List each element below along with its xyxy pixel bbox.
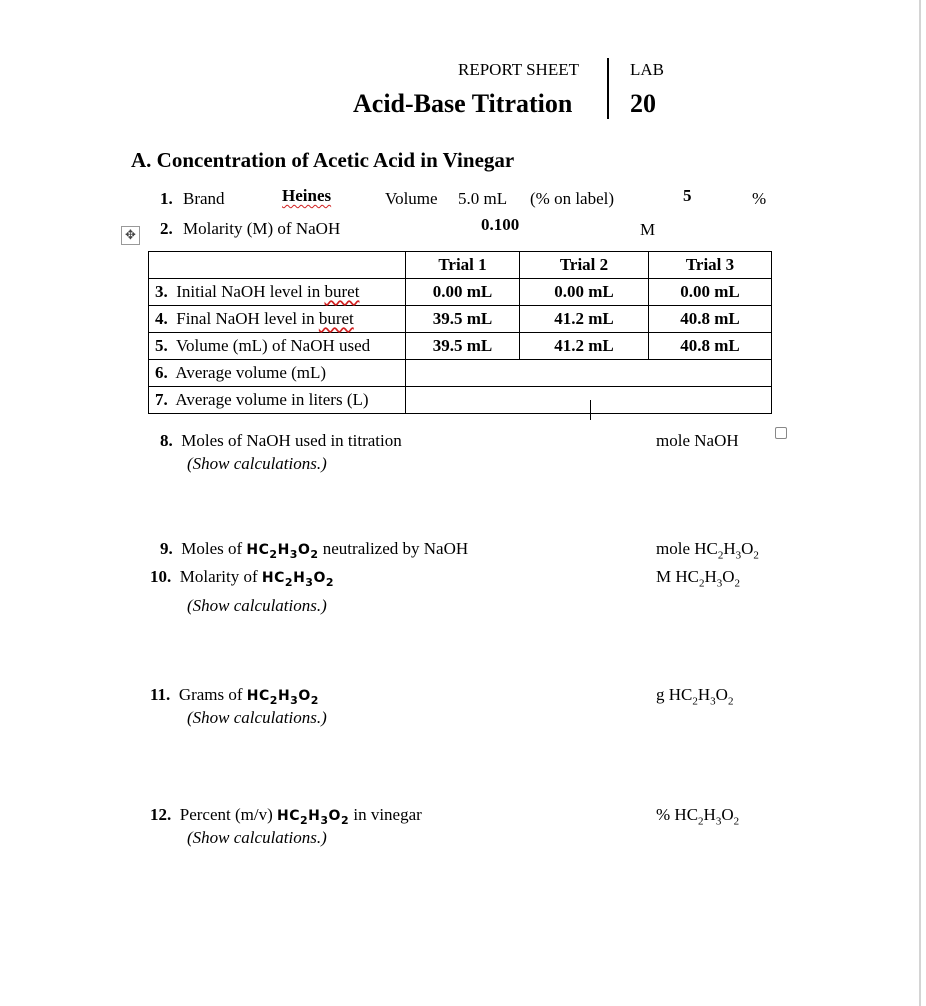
row-label: 4. Final NaOH level in buret	[149, 306, 406, 333]
brand-label: Brand	[183, 189, 225, 208]
q10-row: 10. Molarity of $HC_2H_3O_2$	[150, 567, 334, 589]
header-trial-2: Trial 2	[520, 252, 649, 279]
lab-label: LAB	[630, 60, 664, 79]
header-trial-1: Trial 1	[406, 252, 520, 279]
cell-trial-2[interactable]: 0.00 mL	[520, 279, 649, 306]
q11-row: 11. Grams of $HC_2H_3O_2$	[150, 685, 319, 707]
cell-trial-3[interactable]: 40.8 mL	[649, 333, 772, 360]
formula: $HC_2H_3O_2$	[261, 570, 334, 589]
item-num: 1.	[160, 189, 173, 208]
cell-trial-2[interactable]: 41.2 mL	[520, 333, 649, 360]
average-volume-cell[interactable]	[406, 360, 772, 387]
q8-calc-note: (Show calculations.)	[187, 454, 327, 473]
q12-row: 12. Percent (m/v) $HC_2H_3O_2$ in vinegar	[150, 805, 422, 827]
brand-value[interactable]: Heines	[282, 186, 332, 205]
item-1-row	[160, 189, 225, 209]
percent-value[interactable]: 5	[683, 186, 692, 205]
cell-trial-3[interactable]: 40.8 mL	[649, 306, 772, 333]
q8-row: 8. Moles of NaOH used in titration	[160, 431, 402, 450]
formula: $HC_2H_3O_2$	[246, 688, 319, 707]
cell-trial-3[interactable]: 0.00 mL	[649, 279, 772, 306]
q8-unit: mole NaOH	[656, 431, 739, 450]
item-2-row	[160, 219, 340, 239]
molarity-unit: M	[640, 220, 656, 239]
header-trial-3: Trial 3	[649, 252, 772, 279]
table-row	[149, 387, 772, 414]
section-a-title: A. Concentration of Acetic Acid in Vinegar	[131, 148, 515, 172]
formula: $HC_2H_3O_2$	[246, 542, 319, 561]
table-resize-icon[interactable]	[775, 427, 787, 439]
cell-trial-1[interactable]: 39.5 mL	[406, 333, 520, 360]
row-label: 5. Volume (mL) of NaOH used	[149, 333, 406, 360]
table-row	[149, 306, 772, 333]
row-label: 3. Initial NaOH level in buret	[149, 279, 406, 306]
q9-row: 9. Moles of $HC_2H_3O_2$ neutralized by NaOH	[160, 539, 469, 561]
q12-calc-note: (Show calculations.)	[187, 828, 327, 847]
cell-trial-2[interactable]: 41.2 mL	[520, 306, 649, 333]
cell-trial-1[interactable]: 0.00 mL	[406, 279, 520, 306]
q9-unit: mole $HC_2H_3O_2$	[656, 539, 759, 562]
q11-calc-note: (Show calculations.)	[187, 708, 327, 727]
table-move-icon[interactable]: ✥	[121, 226, 140, 245]
row-label: 6. Average volume (mL)	[149, 360, 406, 387]
percent-label: (% on label)	[530, 189, 615, 208]
row-label: 7. Average volume in liters (L)	[149, 387, 406, 414]
q10-unit: M $HC_2H_3O_2$	[656, 567, 741, 590]
molarity-value[interactable]: 0.100	[481, 215, 520, 234]
text-cursor	[590, 400, 591, 420]
volume-label: Volume	[385, 189, 438, 208]
q10-calc-note: (Show calculations.)	[187, 596, 327, 615]
page-edge	[919, 0, 921, 1006]
table-row	[149, 333, 772, 360]
header-divider	[607, 58, 609, 119]
cell-trial-1[interactable]: 39.5 mL	[406, 306, 520, 333]
header-cell-blank	[149, 252, 406, 279]
q12-unit: % $HC_2H_3O_2$	[656, 805, 740, 828]
q11-unit: g $HC_2H_3O_2$	[656, 685, 734, 708]
report-sheet-label: REPORT SHEET	[458, 60, 579, 79]
formula: $HC_2H_3O_2$	[277, 808, 350, 827]
average-liters-cell[interactable]	[406, 387, 772, 414]
table-row	[149, 360, 772, 387]
table-header-row	[149, 252, 772, 279]
volume-value[interactable]: 5.0 mL	[458, 189, 508, 208]
item-num: 2.	[160, 219, 173, 238]
lab-number: 20	[630, 89, 656, 118]
table-row	[149, 279, 772, 306]
trials-table	[148, 251, 772, 414]
molarity-label: Molarity (M) of NaOH	[183, 219, 341, 238]
percent-unit: %	[752, 189, 767, 208]
page-title: Acid-Base Titration	[353, 89, 573, 118]
